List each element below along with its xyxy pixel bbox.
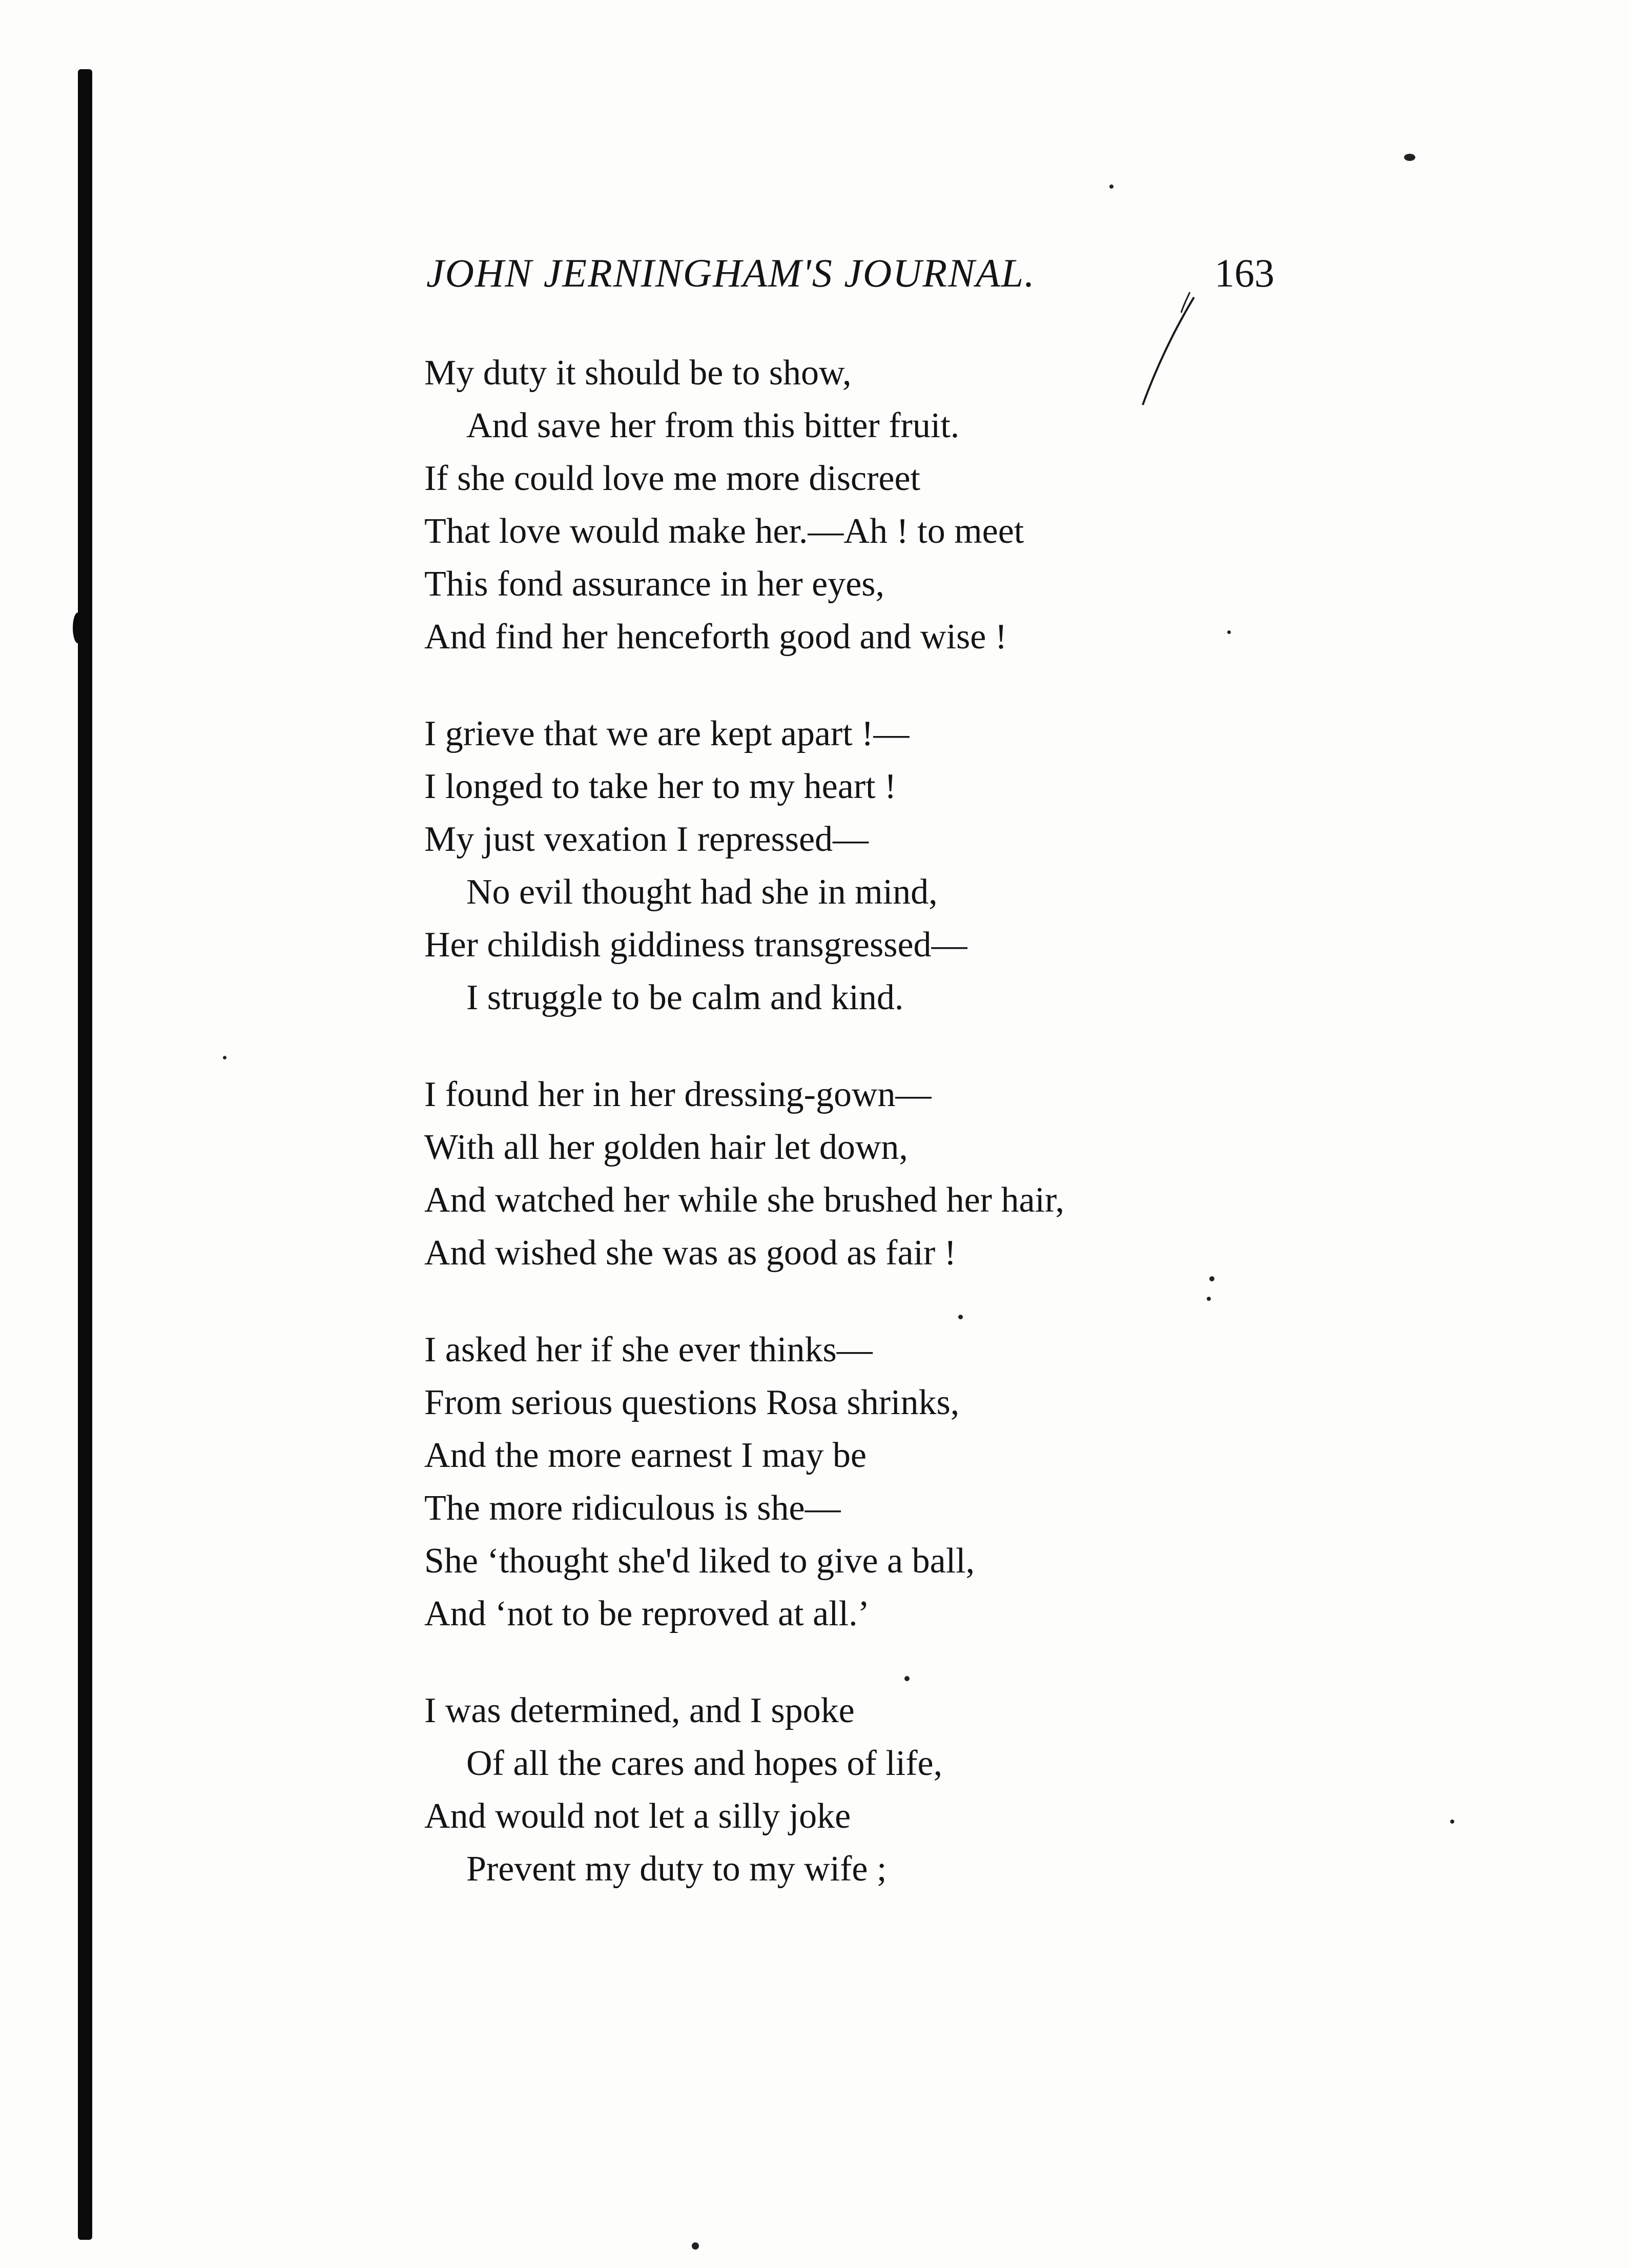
poem-line: Prevent my duty to my wife ; (466, 1849, 887, 1889)
running-head: JOHN JERNINGHAM'S JOURNAL. (426, 251, 1036, 295)
ink-speck (904, 1676, 910, 1681)
poem-line: And ‘not to be reproved at all.’ (424, 1594, 870, 1633)
poem-line: Of all the cares and hopes of life, (466, 1744, 943, 1783)
ink-speck (1450, 1820, 1454, 1824)
stanza (424, 1068, 1398, 1279)
binding-shadow (78, 69, 92, 2240)
stanza (424, 1323, 1398, 1640)
ink-speck (223, 1056, 226, 1059)
ink-speck (1404, 154, 1415, 161)
ink-speck (1227, 630, 1231, 634)
stanza (424, 1684, 1398, 1895)
poem-line: She ‘thought she'd liked to give a ball, (424, 1541, 975, 1581)
poem-line: And the more earnest I may be (424, 1436, 867, 1475)
poem-line: I was determined, and I spoke (424, 1691, 855, 1730)
poem-line: No evil thought had she in mind, (466, 872, 938, 912)
poem-line: With all her golden hair let down, (424, 1128, 908, 1167)
poem-line: That love would make her.—Ah ! to meet (424, 512, 1024, 551)
stanza (424, 346, 1398, 663)
ink-speck (1207, 1297, 1211, 1301)
ink-speck (958, 1315, 963, 1319)
poem-line: My duty it should be to show, (424, 353, 852, 393)
poem-line: I struggle to be calm and kind. (466, 978, 904, 1017)
ink-speck (1209, 1276, 1214, 1281)
poem-line: And save her from this bitter fruit. (466, 406, 960, 445)
poem-line: And watched her while she brushed her hair, (424, 1180, 1064, 1220)
poem-line: And find her henceforth good and wise ! (424, 617, 1007, 657)
poem-line: And would not let a silly joke (424, 1796, 851, 1836)
poem-line: I grieve that we are kept apart !— (424, 714, 910, 753)
poem-line: This fond assurance in her eyes, (424, 564, 885, 604)
poem-text (424, 346, 1398, 1939)
poem-line: If she could love me more discreet (424, 459, 920, 498)
poem-line: My just vexation I repressed— (424, 820, 869, 859)
poem-line: I asked her if she ever thinks— (424, 1330, 873, 1370)
poem-line: Her childish giddiness transgressed— (424, 925, 967, 965)
poem-line: I longed to take her to my heart ! (424, 767, 897, 806)
poem-line: From serious questions Rosa shrinks, (424, 1383, 960, 1422)
ink-speck (692, 2242, 699, 2250)
stanza (424, 707, 1398, 1024)
poem-line: I found her in her dressing-gown— (424, 1075, 932, 1114)
poem-line: And wished she was as good as fair ! (424, 1233, 957, 1273)
poem-line: The more ridiculous is she— (424, 1488, 841, 1528)
page-number: 163 (1214, 251, 1274, 295)
ink-speck (1109, 185, 1114, 189)
